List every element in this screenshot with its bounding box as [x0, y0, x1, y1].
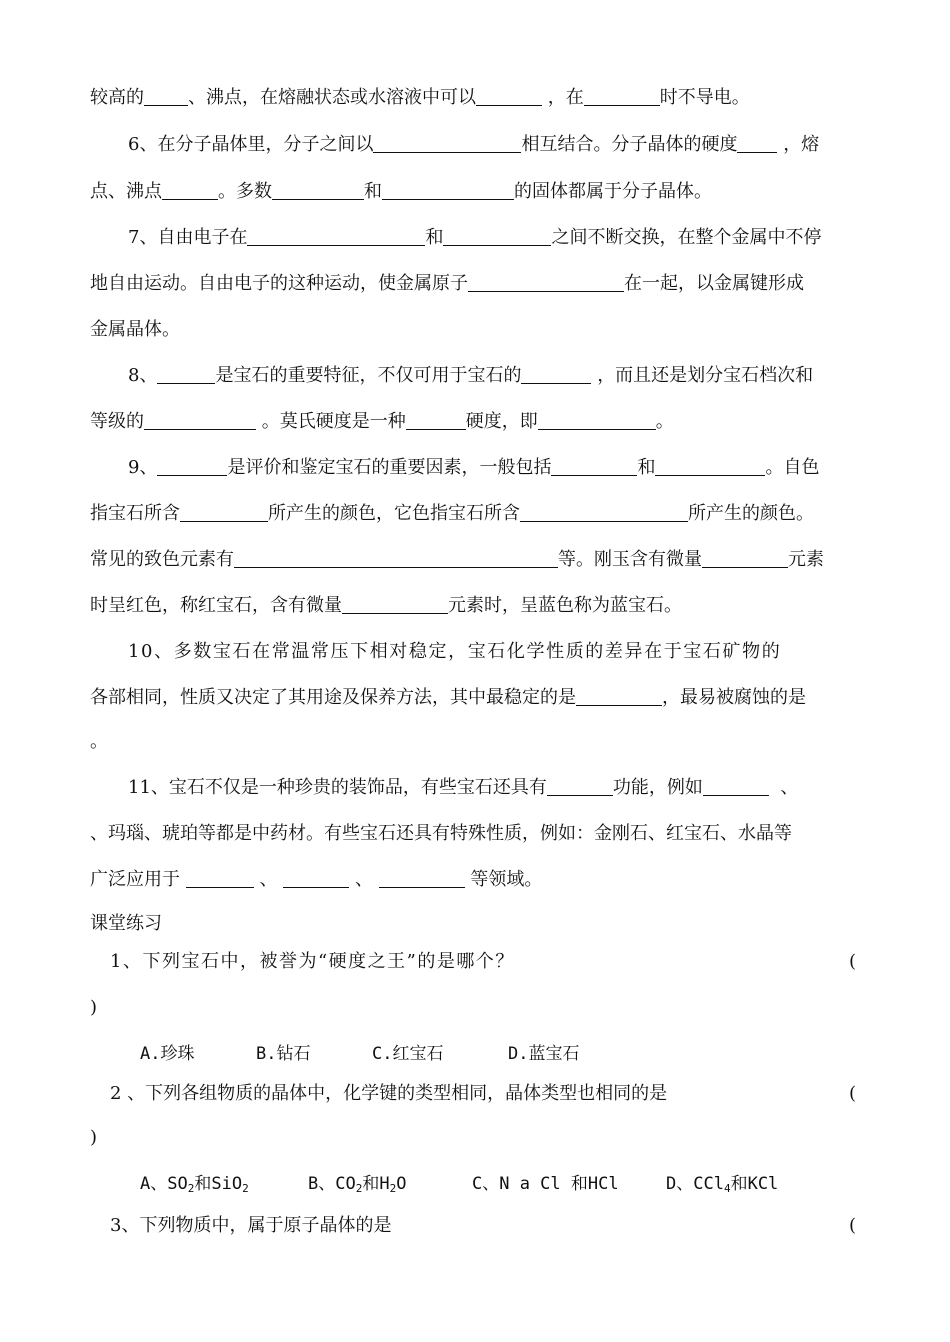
item-8-line-1: 8、 是宝石的重要特征，不仅可用于宝石的 ，而且还是划分宝石档次和: [128, 365, 814, 386]
blank[interactable]: [157, 365, 215, 384]
item-11-line-2: 、玛瑙、琥珀等都是中药材。有些宝石还具有特殊性质，例如：金刚石、红宝石、水晶等: [90, 823, 792, 844]
blank[interactable]: [538, 411, 656, 430]
answer-paren-open[interactable]: (: [848, 951, 856, 972]
blank[interactable]: [382, 181, 514, 200]
item-11-line-1: 11、宝石不仅是一种珍贵的装饰品，有些宝石还具有 功能，例如 、: [128, 777, 799, 798]
item-7-line-3: 金属晶体。: [90, 319, 180, 340]
question-1-option-a[interactable]: A.珍珠: [140, 1044, 195, 1064]
item-5-line-1: 较高的 、沸点，在熔融状态或水溶液中可以 ，在 时不导电。: [90, 87, 750, 108]
item-6-line-2: 点、沸点 。多数 和 的固体都属于分子晶体。: [90, 181, 712, 202]
blank[interactable]: [157, 457, 227, 476]
question-1-stem: 1、下列宝石中，被誉为“硬度之王”的是哪个？: [110, 951, 515, 972]
item-11-line-3: 广泛应用于 、 、 等领域。: [90, 869, 543, 890]
blank[interactable]: [373, 134, 521, 153]
blank[interactable]: [476, 87, 542, 106]
blank[interactable]: [584, 87, 660, 106]
item-7-line-2: 地自由运动。自由电子的这种运动，使金属原子 在一起，以金属键形成: [90, 273, 804, 294]
blank[interactable]: [551, 457, 637, 476]
item-9-line-2: 指宝石所含 所产生的颜色，它色指宝石所含 所产生的颜色。: [90, 503, 814, 524]
question-1-option-c[interactable]: C.红宝石: [372, 1044, 444, 1064]
blank[interactable]: [234, 549, 558, 568]
blank[interactable]: [186, 869, 254, 888]
blank[interactable]: [655, 457, 765, 476]
blank[interactable]: [702, 549, 788, 568]
question-2-option-d[interactable]: D、CCl$_4$和KCl: [666, 1174, 779, 1195]
blank[interactable]: [247, 227, 425, 246]
blank[interactable]: [406, 411, 466, 430]
blank[interactable]: [443, 227, 551, 246]
item-7-line-1: 7、自由电子在 和 之间不断交换，在整个金属中不停: [128, 227, 822, 248]
item-10-line-1: 10、多数宝石在常温常压下相对稳定，宝石化学性质的差异在于宝石矿物的: [128, 641, 782, 662]
question-2-option-a[interactable]: A、$SO_2$和SiO$_2$: [140, 1174, 249, 1195]
blank[interactable]: [521, 365, 591, 384]
blank[interactable]: [180, 503, 268, 522]
blank[interactable]: [272, 181, 364, 200]
answer-paren-open[interactable]: (: [848, 1083, 856, 1104]
item-10-line-3: 。: [90, 731, 108, 752]
blank[interactable]: [520, 503, 688, 522]
question-2-option-b[interactable]: B、$CO_2$和$H_2O$: [308, 1174, 407, 1195]
blank[interactable]: [703, 777, 769, 796]
answer-paren-open[interactable]: (: [848, 1215, 856, 1236]
item-6-line-1: 6、在分子晶体里，分子之间以 相互结合。分子晶体的硬度 ，熔: [128, 134, 820, 155]
blank[interactable]: [576, 687, 662, 706]
blank[interactable]: [144, 411, 256, 430]
question-2-option-c[interactable]: C、N a Cl 和HCl: [472, 1174, 619, 1194]
question-1-option-b[interactable]: B.钻石: [256, 1044, 311, 1064]
blank[interactable]: [283, 869, 349, 888]
blank[interactable]: [162, 181, 218, 200]
item-8-line-2: 等级的 。莫氏硬度是一种 硬度，即 。: [90, 411, 674, 432]
question-1-option-d[interactable]: D.蓝宝石: [508, 1044, 580, 1064]
item-10-line-2: 各部相同，性质又决定了其用途及保养方法，其中最稳定的是 ，最易被腐蚀的是: [90, 687, 806, 708]
answer-paren-close: ): [90, 1127, 98, 1148]
section-title: 课堂练习: [90, 913, 162, 934]
question-2-stem: 2 、下列各组物质的晶体中，化学键的类型相同，晶体类型也相同的是: [110, 1083, 668, 1104]
blank[interactable]: [547, 777, 613, 796]
answer-paren-close: ): [90, 997, 98, 1018]
blank[interactable]: [144, 87, 188, 106]
blank[interactable]: [468, 273, 624, 292]
blank[interactable]: [379, 869, 465, 888]
blank[interactable]: [342, 595, 448, 614]
item-9-line-1: 9、 是评价和鉴定宝石的重要因素，一般包括 和 。自色: [128, 457, 820, 478]
item-9-line-4: 时呈红色，称红宝石，含有微量 元素时，呈蓝色称为蓝宝石。: [90, 595, 682, 616]
item-9-line-3: 常见的致色元素有 等。刚玉含有微量 元素: [90, 549, 824, 570]
question-3-stem: 3、下列物质中，属于原子晶体的是: [110, 1215, 392, 1236]
blank[interactable]: [737, 134, 777, 153]
